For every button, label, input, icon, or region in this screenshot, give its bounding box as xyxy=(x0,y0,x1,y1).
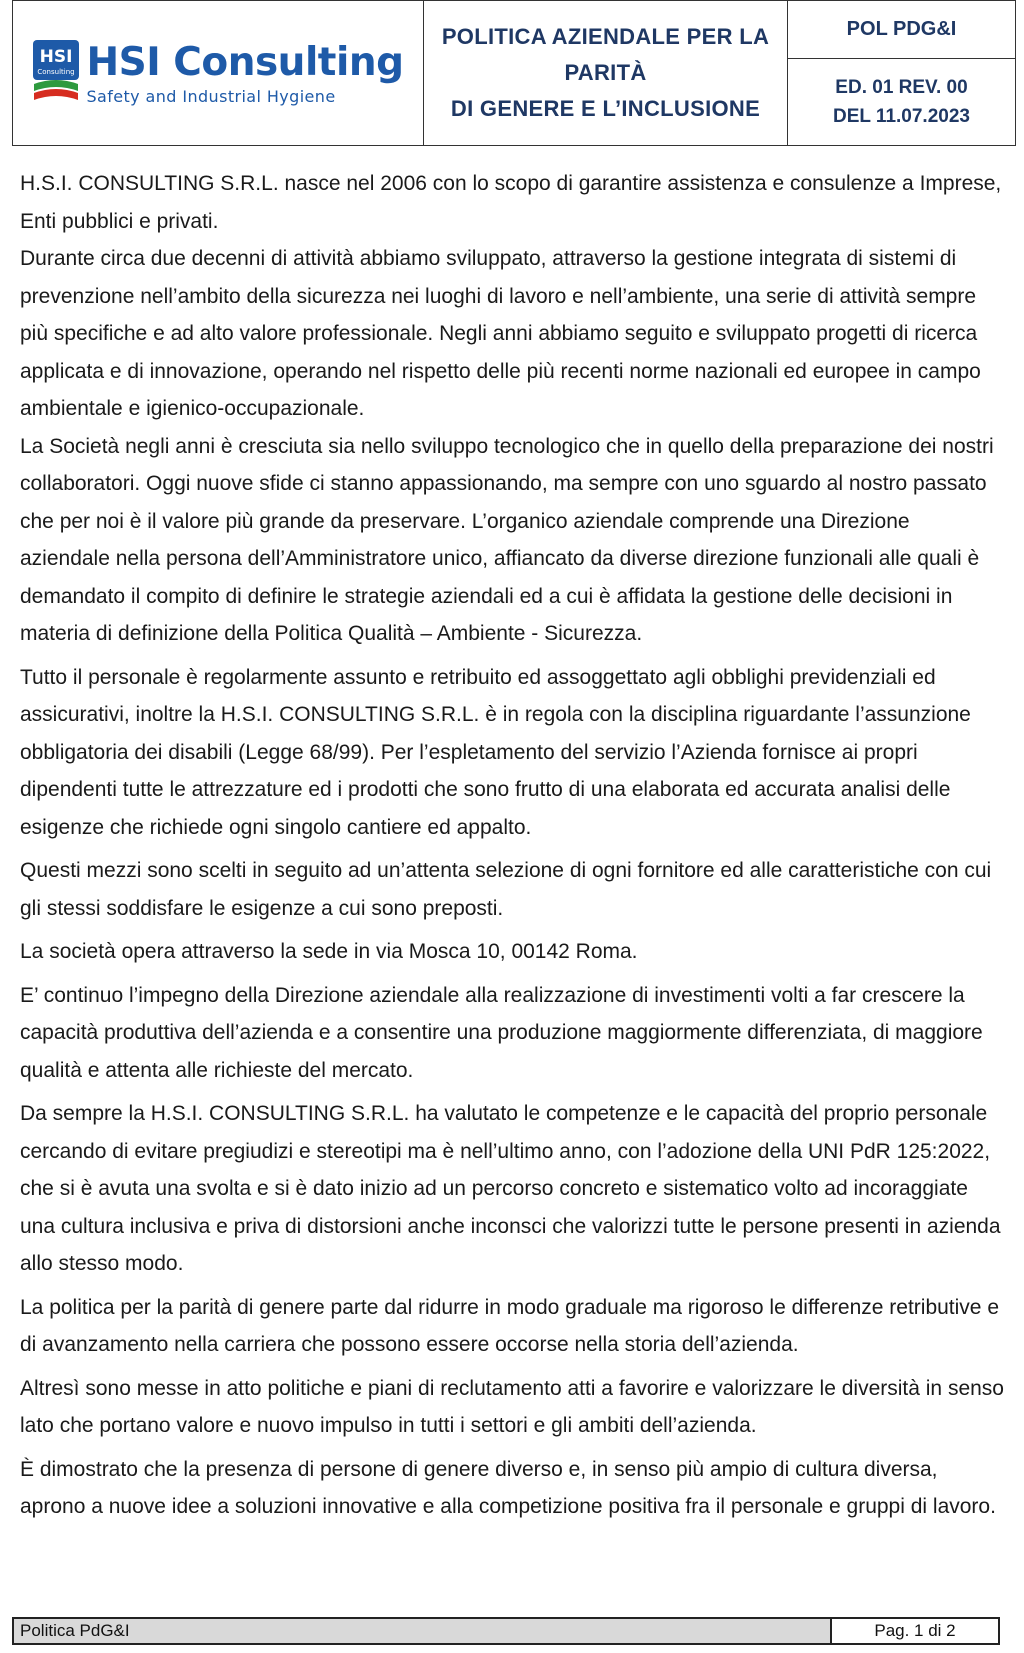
document-title-line-2: DI GENERE E L’INCLUSIONE xyxy=(450,96,761,121)
logo-badge-subtext: Consulting xyxy=(37,68,76,76)
paragraph-personnel: Tutto il personale è regolarmente assunto e retribuito ed assoggettato agli obblighi previdenziali ed assicurativi, inoltre la H.S.I. CONSULTING S.R.L. è in regola con la disciplina riguardante l’assunzione obbligatoria dei disabili (Legge 68/99). Per l’espletamento del servizio l’Azienda fornisce ai propri dipendenti tutte le attrezzature ed i prodotti che sono frutto di una elaborata ed accurata analisi delle esigenze che richiede ogni singolo cantiere ed appalto. xyxy=(20,665,971,839)
logo-badge-text: HSI xyxy=(40,47,73,67)
paragraph-recruitment: Altresì sono messe in atto politiche e piani di reclutamento atti a favorire e valorizzare le diversità in senso lato che portano valore e nuovo impulso in tutti i settori e gli ambiti dell’azienda. xyxy=(20,1376,1004,1437)
paragraph-pdr-125: Da sempre la H.S.I. CONSULTING S.R.L. ha valutato le competenze e le capacità del proprio personale cercando di evitare pregiudizi e stereotipi ma è nell’ultimo anno, con l’adozione della UNI PdR 125:2022, che si è avuta una svolta e si è dato inizio ad un percorso concreto e sistematico volto ad incoraggiate una cultura inclusiva e priva di distorsioni anche inconsci che valorizzi tutte le persone presenti in azienda allo stesso modo. xyxy=(20,1102,1001,1275)
company-logo xyxy=(32,38,403,108)
paragraph-location: La società opera attraverso la sede in via Mosca 10, 00142 Roma. xyxy=(20,940,638,963)
document-body xyxy=(20,165,1005,1532)
document-footer xyxy=(12,1617,1000,1645)
paragraph-growth: La Società negli anni è cresciuta sia nello sviluppo tecnologico che in quello della preparazione dei nostri collaboratori. Oggi nuove sfide ci stanno appassionando, ma sempre con uno sguardo al nostro passato che per noi è il valore più grande da preservare. L’organico aziendale comprende una Direzione aziendale nella persona dell’Amministratore unico, affiancato da diverse direzione funzionali alle quali è demandato il compito di definire le strategie aziendali ed a cui è affidata la gestione delle decisioni in materia di definizione della Politica Qualità – Ambiente - Sicurezza. xyxy=(20,434,994,645)
paragraph-activities: Durante circa due decenni di attività abbiamo sviluppato, attraverso la gestione integrata di sistemi di prevenzione nell’ambito della sicurezza nei luoghi di lavoro e nell’ambiente, una serie di attività sempre più specifiche e ad alto valore professionale. Negli anni abbiamo seguito e sviluppato progetti di ricerca applicata e di innovazione, operando nel rispetto delle più recenti norme nazionali ed europee in campo ambientale e igienico-occupazionale. xyxy=(20,247,981,420)
document-meta xyxy=(788,1,1015,145)
document-title-line-1: POLITICA AZIENDALE PER LA PARITÀ xyxy=(441,24,770,85)
edition-revision: ED. 01 REV. 00 xyxy=(835,77,968,98)
document-code: POL PDG&I xyxy=(788,1,1015,59)
company-logo-cell xyxy=(13,1,424,145)
paragraph-intro: H.S.I. CONSULTING S.R.L. nasce nel 2006 con lo scopo di garantire assistenza e consulenze a Imprese, Enti pubblici e privati. xyxy=(20,172,1002,233)
hsi-badge-icon xyxy=(32,38,80,108)
paragraph-suppliers: Questi mezzi sono scelti in seguito ad un’attenta selezione di ogni fornitore ed alle caratteristiche con cui gli stessi soddisfare le esigenze a cui sono preposti. xyxy=(20,859,992,920)
footer-document-name: Politica PdG&I xyxy=(14,1619,832,1643)
page-number: Pag. 1 di 2 xyxy=(874,1621,956,1640)
logo-company-name: HSI Consulting xyxy=(86,39,404,85)
paragraph-investments: E’ continuo l’impegno della Direzione aziendale alla realizzazione di investimenti volti a far crescere la capacità produttiva dell’azienda e a consentire una produzione maggiormente differenziata, di maggiore qualità e attenta alle richieste del mercato. xyxy=(20,983,983,1082)
paragraph-pay-gap: La politica per la parità di genere parte dal ridurre in modo graduale ma rigoroso le differenze retributive e di avanzamento nella carriera che possono essere occorse nella storia dell’azienda. xyxy=(20,1295,1000,1356)
logo-tagline: Safety and Industrial Hygiene xyxy=(86,86,336,106)
revision-date: DEL 11.07.2023 xyxy=(833,106,970,127)
document-title xyxy=(424,1,788,145)
paragraph-diversity: È dimostrato che la presenza di persone di genere diverso e, in senso più ampio di cultura diversa, aprono a nuove idee a soluzioni innovative e alla competizione positiva fra il personale e gruppi di lavoro. xyxy=(20,1457,996,1518)
document-header xyxy=(12,0,1016,146)
document-revision xyxy=(788,59,1015,145)
